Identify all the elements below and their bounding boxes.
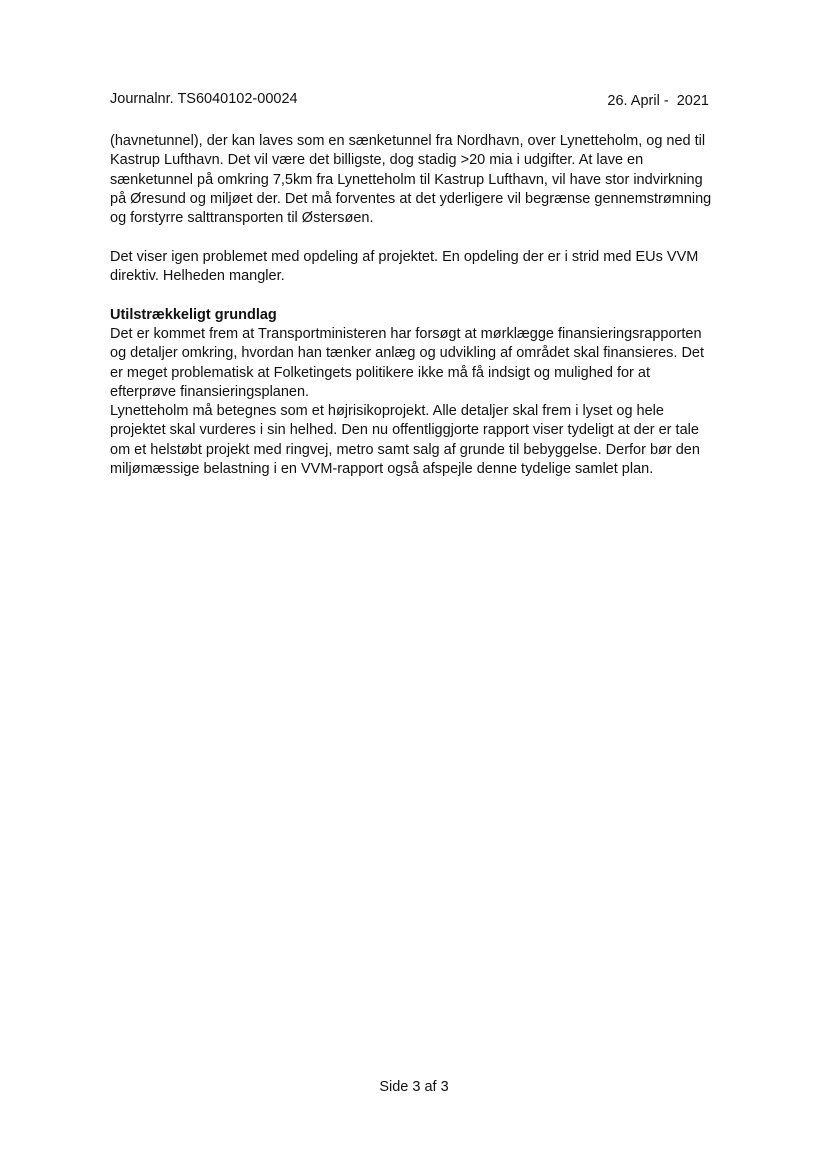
paragraph-gap (110, 286, 720, 305)
paragraph-opdeling: Det viser igen problemet med opdeling af projektet. En opdeling der er i strid med EUs VVM direktiv. Helheden mangler. (110, 248, 699, 285)
paragraph-hoejrisiko: Lynetteholm må betegnes som et højrisikoprojekt. Alle detaljer skal frem i lyset og hele projektet skal vurderes i sin helhed. Den nu offentliggjorte rapport viser tydeligt at der er tale om et helstøbt projekt med ringvej, metro samt salg af grunde til bebyggelse. Derfor bør den miljømæssige belastning i en VVM-rapport også afspejle denne tydelige samlet plan. (110, 403, 700, 478)
paragraph-havnetunnel: (havnetunnel), der kan laves som en sænketunnel fra Nordhavn, over Lynetteholm, og ned til Kastrup Lufthavn. Det vil være det billigste, dog stadig >20 mia i udgifter. At lave en sænketunnel på omkring 7,5km fra Lynetteholm til Kastrup Lufthavn, vil have stor indvirkning på Øresund og miljøet der. Det må forventes at det yderligere vil begrænse gennemstrømning og forstyrre salttransporten til Østersøen. (110, 133, 712, 227)
section-heading: Utilstrækkeligt grundlag (110, 306, 277, 323)
journal-number: Journalnr. TS6040102-00024 (110, 91, 298, 107)
document-date: 26. April - 2021 (607, 93, 709, 109)
paragraph-gap (110, 228, 720, 247)
document-body (110, 132, 720, 479)
page-number: Side 3 af 3 (379, 1079, 449, 1095)
paragraph-finansiering: Det er kommet frem at Transportministeren har forsøgt at mørklægge finansieringsrapporten og detaljer omkring, hvordan han tænker anlæg og udvikling af området skal finansieres. Det er meget problematisk at Folketingets politikere ikke må få indsigt og mulighed for at efterprøve finansieringsplanen. (110, 325, 705, 400)
